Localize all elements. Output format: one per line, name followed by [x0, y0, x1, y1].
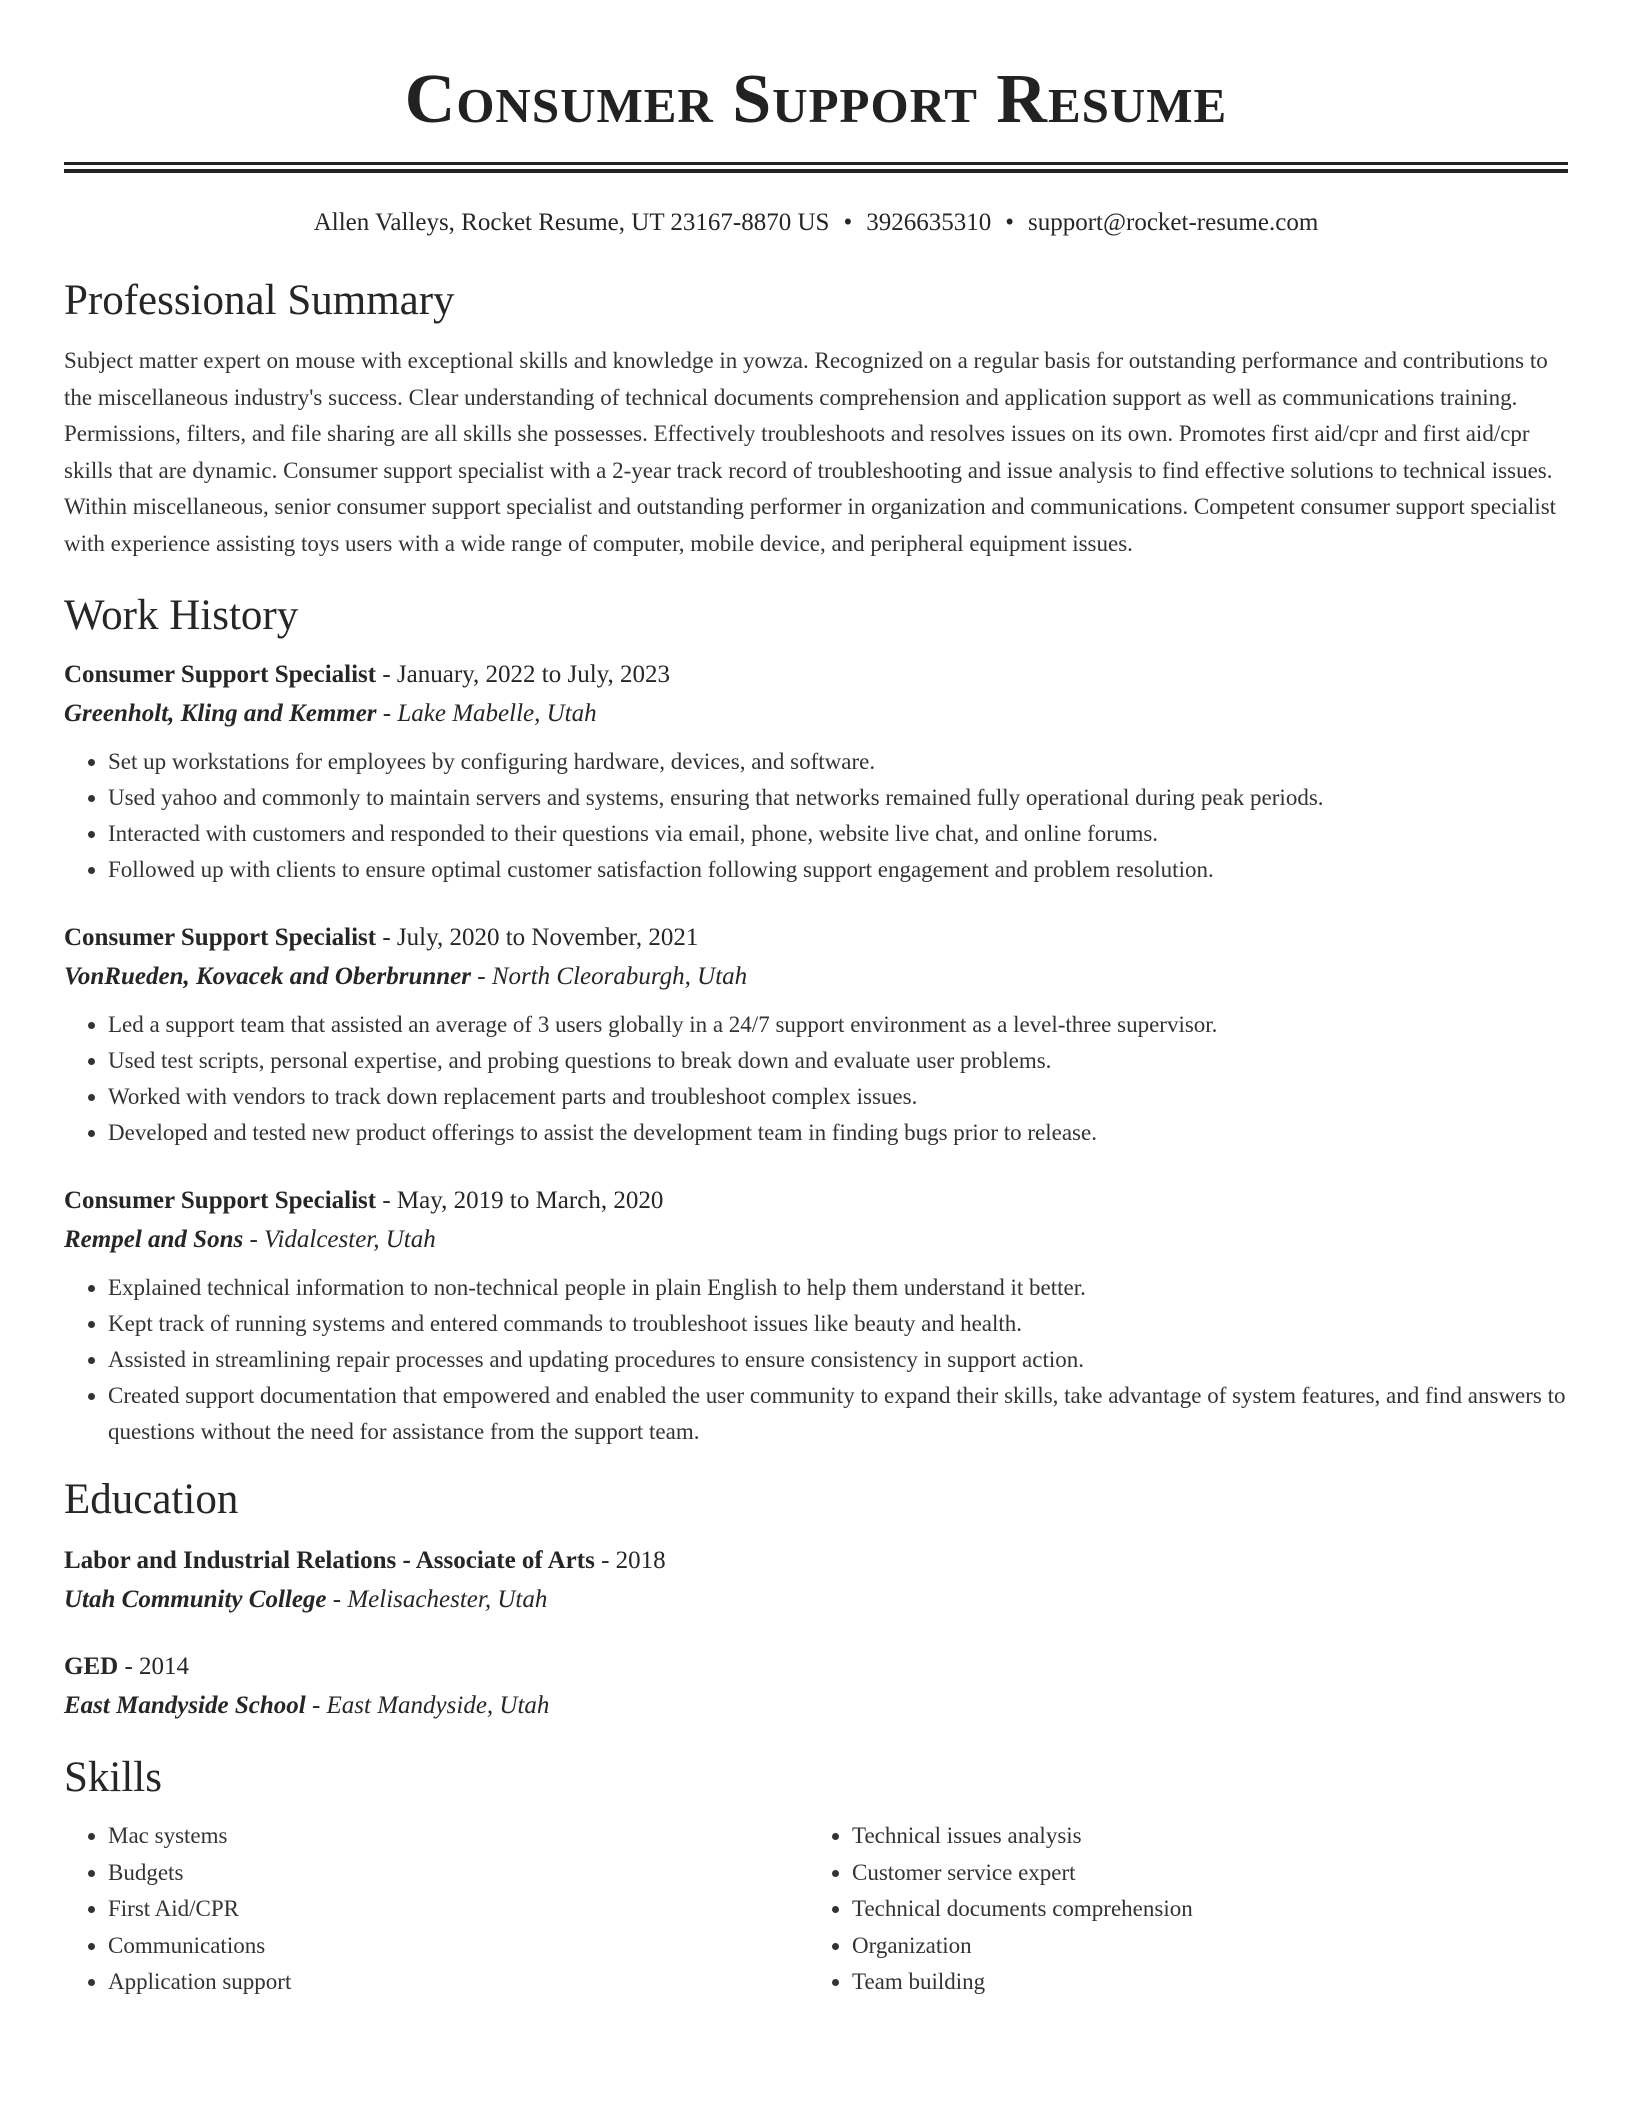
job-company: VonRueden, Kovacek and Oberbrunner	[64, 963, 471, 990]
title-divider	[64, 162, 1568, 173]
job-company-line	[64, 1220, 1568, 1260]
skill-item: • Application support	[108, 1964, 808, 2001]
skill-item: • Communications	[108, 1928, 808, 1965]
job-duties-list	[64, 744, 1568, 888]
job-entry	[64, 919, 1568, 1151]
skill-item: • Technical issues analysis	[852, 1818, 1552, 1855]
degree-line	[64, 1542, 1568, 1580]
contact-email: support@rocket-resume.com	[1027, 209, 1319, 236]
job-title-line	[64, 919, 1568, 957]
summary-text: Subject matter expert on mouse with exceptional skills and knowledge in yowza. Recognized on a regular basis for outstanding performance and contributions to the miscellaneous industry's success. Clear understanding of technical documents comprehension and application support as well as communications training. Permissions, filters, and file sharing are all skills she possesses. Effectively troubleshoots and resolves issues on its own. Promotes first aid/cpr and first aid/cpr skills that are dynamic. Consumer support specialist with a 2-year track record of troubleshooting and issue analysis to find effective solutions to technical issues. Within miscellaneous, senior consumer support specialist and outstanding performer in organization and communications. Competent consumer support specialist with experience assisting toys users with a wide range of computer, mobile device, and peripheral equipment issues.	[64, 348, 1557, 556]
section-heading-education: Education	[64, 1476, 239, 1523]
school-location: - Melisachester, Utah	[326, 1586, 548, 1613]
degree-year: - 2018	[594, 1547, 666, 1574]
contact-line	[64, 207, 1568, 239]
school-line	[64, 1686, 1568, 1726]
education-entry	[64, 1648, 1568, 1726]
skill-item: • Customer service expert	[852, 1855, 1552, 1892]
skills-columns	[64, 1818, 1568, 2001]
resume-title: Consumer Support Resume	[404, 61, 1228, 138]
job-company: Rempel and Sons	[64, 1226, 244, 1253]
skill-item: • Technical documents comprehension	[852, 1891, 1552, 1928]
job-entry	[64, 1182, 1568, 1450]
school-line	[64, 1580, 1568, 1620]
contact-separator: •	[1005, 209, 1014, 236]
skill-item: • Organization	[852, 1928, 1552, 1965]
job-location: - Vidalcester, Utah	[243, 1226, 436, 1253]
job-title-line	[64, 1182, 1568, 1220]
list-item: • Assisted in streamlining repair processes and updating procedures to ensure consistency in support action.	[108, 1342, 1568, 1378]
skills-list-right	[808, 1818, 1552, 2001]
skill-item: • Mac systems	[108, 1818, 808, 1855]
job-company-line	[64, 694, 1568, 734]
job-company: Greenholt, Kling and Kemmer	[64, 700, 377, 727]
education-entry	[64, 1542, 1568, 1620]
degree-name: Labor and Industrial Relations - Associate of Arts	[64, 1547, 595, 1574]
school-name: Utah Community College	[64, 1586, 327, 1613]
contact-separator: •	[843, 209, 853, 236]
list-item: • Created support documentation that empowered and enabled the user community to expand their skills, take advantage of system features, and find answers to questions without the need for assistance from the support team.	[108, 1378, 1568, 1450]
job-title: Consumer Support Specialist	[64, 661, 377, 688]
list-item: • Developed and tested new product offerings to assist the development team in finding bugs prior to release.	[108, 1115, 1568, 1151]
job-location: - Lake Mabelle, Utah	[376, 700, 597, 727]
job-entry	[64, 656, 1568, 888]
school-name: East Mandyside School	[64, 1692, 306, 1719]
job-dates: - July, 2020 to November, 2021	[376, 924, 699, 951]
list-item: • Used test scripts, personal expertise, and probing questions to break down and evaluate user problems.	[108, 1043, 1568, 1079]
job-duties-list	[64, 1270, 1568, 1450]
section-heading-summary: Professional Summary	[64, 277, 455, 324]
list-item: • Worked with vendors to track down replacement parts and troubleshoot complex issues.	[108, 1079, 1568, 1115]
contact-address: Allen Valleys, Rocket Resume, UT 23167-8870 US	[313, 209, 830, 236]
skills-list-left	[64, 1818, 808, 2001]
list-item: • Set up workstations for employees by configuring hardware, devices, and software.	[108, 744, 1568, 780]
skill-item: • Budgets	[108, 1855, 808, 1892]
list-item: • Interacted with customers and responded to their questions via email, phone, website live chat, and online forums.	[108, 816, 1568, 852]
school-location: - East Mandyside, Utah	[305, 1692, 550, 1719]
job-location: - North Cleoraburgh, Utah	[471, 963, 748, 990]
job-title: Consumer Support Specialist	[64, 924, 377, 951]
degree-line	[64, 1648, 1568, 1686]
list-item: • Kept track of running systems and entered commands to troubleshoot issues like beauty and health.	[108, 1306, 1568, 1342]
list-item: • Followed up with clients to ensure optimal customer satisfaction following support engagement and problem resolution.	[108, 852, 1568, 888]
job-company-line	[64, 957, 1568, 997]
job-duties-list	[64, 1007, 1568, 1151]
job-dates: - May, 2019 to March, 2020	[376, 1187, 664, 1214]
section-heading-skills: Skills	[64, 1754, 162, 1801]
job-title: Consumer Support Specialist	[64, 1187, 377, 1214]
job-title-line	[64, 656, 1568, 694]
section-heading-work-history: Work History	[64, 592, 299, 639]
skill-item: • First Aid/CPR	[108, 1891, 808, 1928]
contact-phone: 3926635310	[866, 209, 992, 236]
degree-name: GED	[64, 1653, 119, 1680]
list-item: • Led a support team that assisted an average of 3 users globally in a 24/7 support environment as a level-three supervisor.	[108, 1007, 1568, 1043]
degree-year: - 2014	[118, 1653, 190, 1680]
list-item: • Explained technical information to non-technical people in plain English to help them understand it better.	[108, 1270, 1568, 1306]
job-dates: - January, 2022 to July, 2023	[376, 661, 671, 688]
list-item: • Used yahoo and commonly to maintain servers and systems, ensuring that networks remained fully operational during peak periods.	[108, 780, 1568, 816]
skill-item: • Team building	[852, 1964, 1552, 2001]
